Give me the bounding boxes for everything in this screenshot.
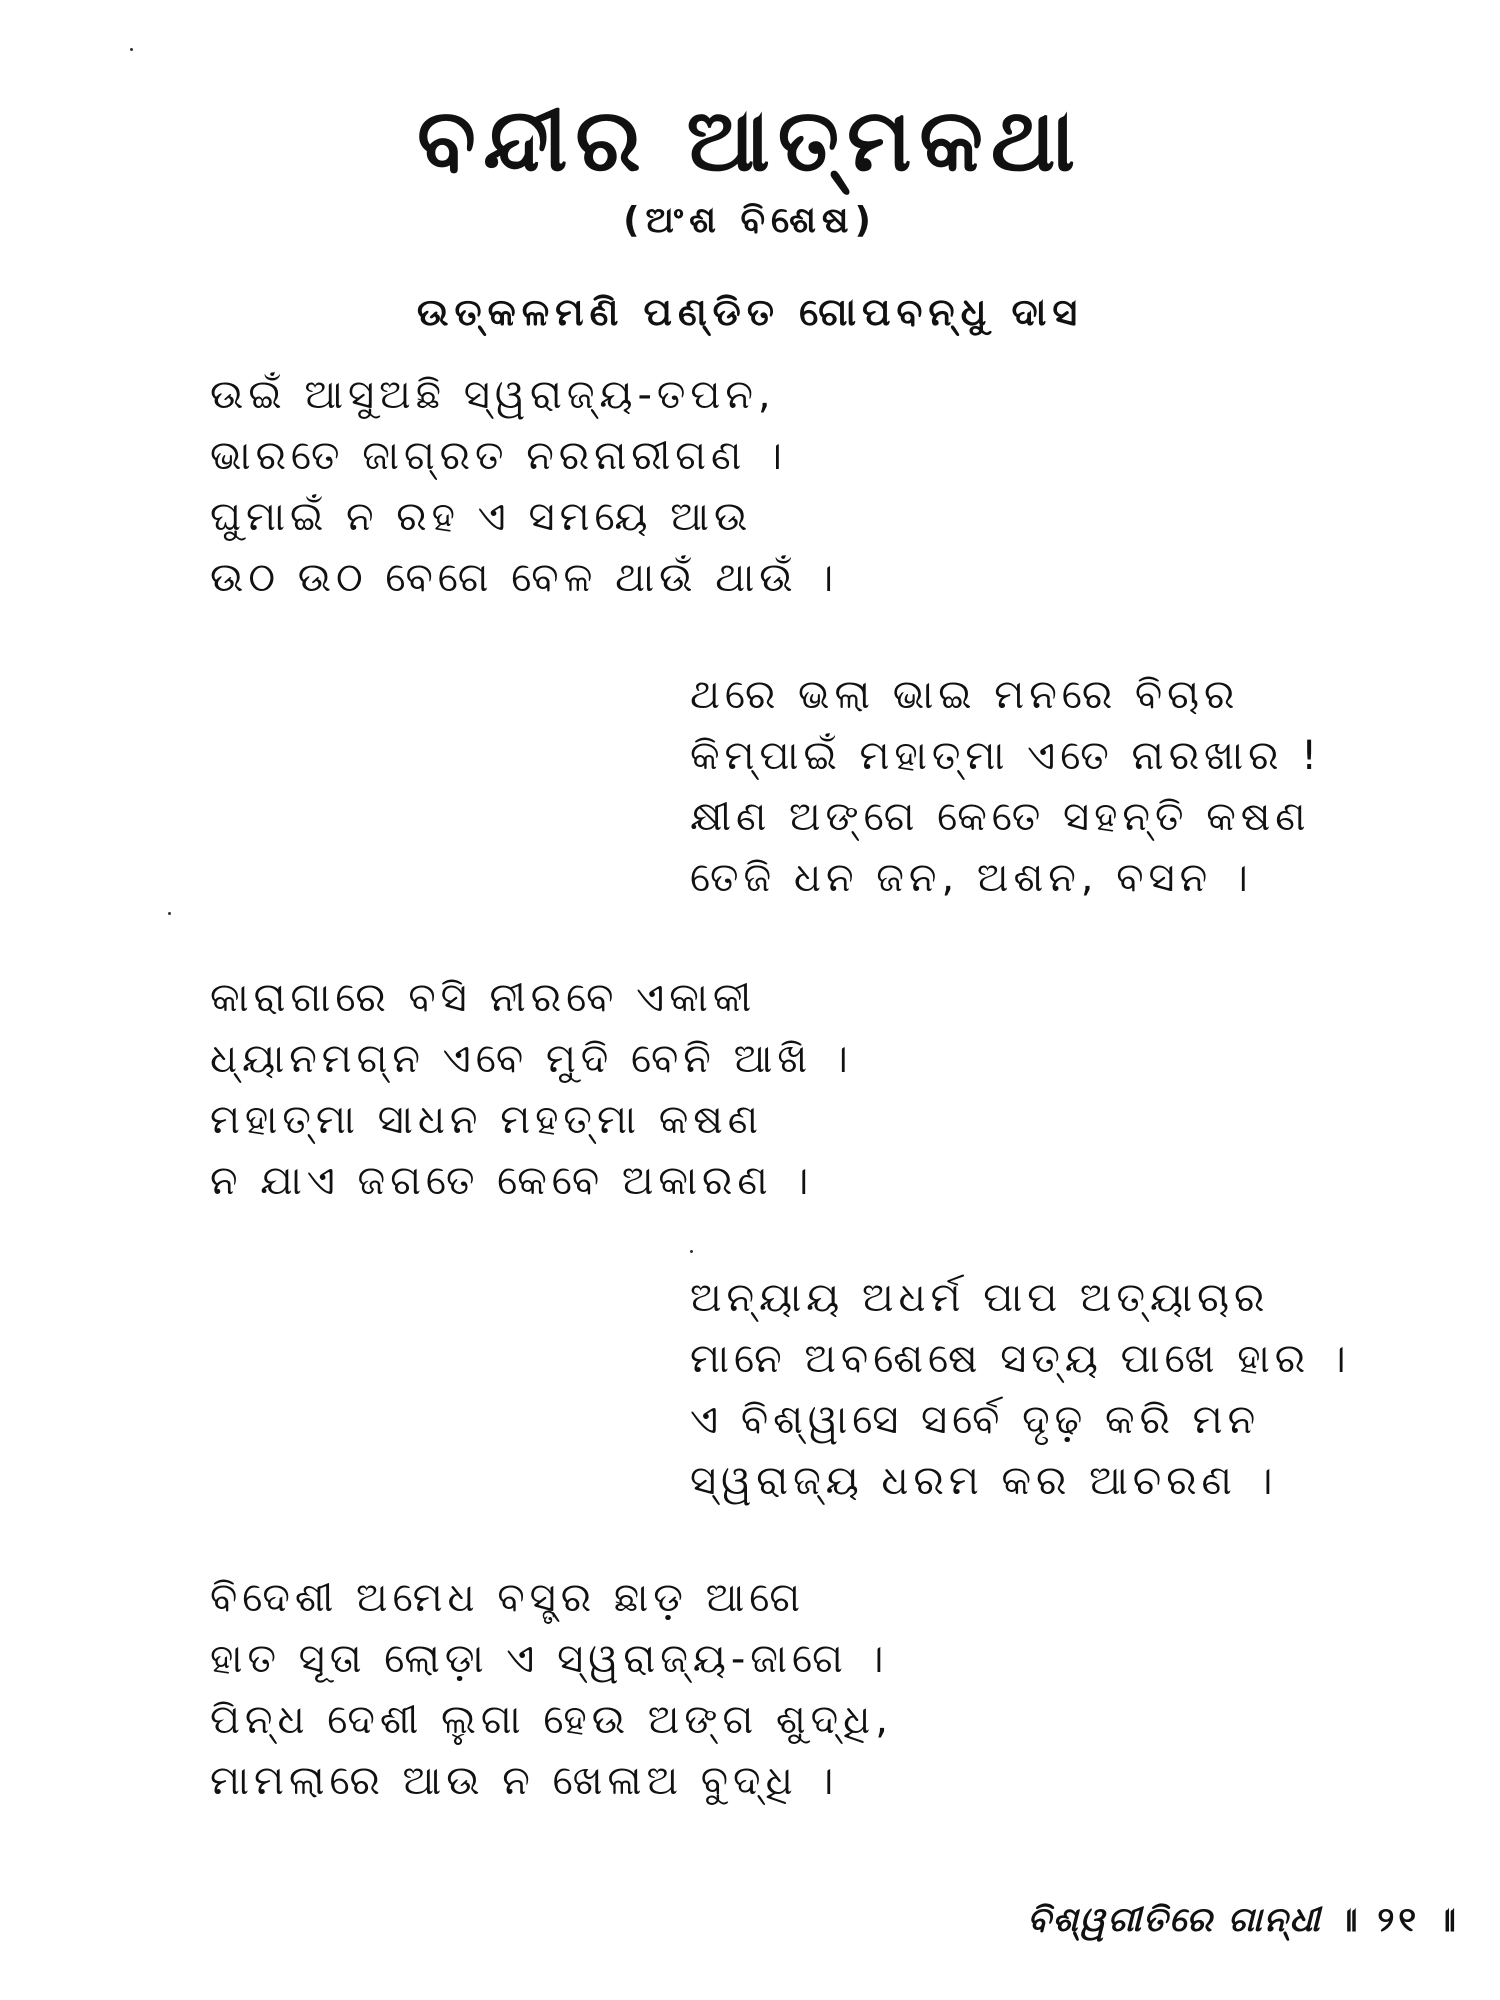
verse-line: ମାନେ ଅବଶେଷେ ସତ୍ୟ ପାଖେ ହାର । (690, 1336, 1351, 1382)
verse-line: ନ ଯାଏ ଜଗତେ କେବେ ଅକାରଣ । (210, 1158, 814, 1204)
verse-line: ଭାରତେ ଜାଗ୍ରତ ନରନାରୀଗଣ । (210, 433, 787, 479)
verse-line: ବିଦେଶୀ ଅମେଧ ବସ୍ତ୍ର ଛାଡ଼ ଆଗେ (210, 1575, 806, 1621)
scan-speck (690, 1250, 693, 1253)
poem-title: ବନ୍ଦୀର ଆତ୍ମକଥା (417, 91, 1083, 191)
verse-line: ତେଜି ଧନ ଜନ, ଅଶନ, ବସନ । (690, 855, 1253, 901)
stanza (210, 968, 853, 1212)
scan-speck (130, 48, 133, 51)
poem-author: ଉତ୍କଳମଣି ପଣ୍ଡିତ ଗୋପବନ୍ଧୁ ଦାସ (416, 290, 1084, 334)
verse-line: ଏ ବିଶ୍ୱାସେ ସର୍ବେ ଦୃଢ଼ କରି ମନ (690, 1397, 1261, 1443)
verse-line: ଉଇଁ ଆସୁଅଛି ସ୍ୱରାଜ୍ୟ-ତପନ, (210, 372, 776, 418)
verse-line: ପିନ୍ଧ ଦେଶୀ ଲୁଗା ହେଉ ଅଙ୍ଗ ଶୁଦ୍ଧି, (210, 1697, 893, 1743)
page-footer (1027, 1900, 1460, 1940)
verse-line: ହାତ ସୂତା ଲୋଡ଼ା ଏ ସ୍ୱରାଜ୍ୟ-ଜାଗେ । (210, 1636, 889, 1682)
verse-line: ମହାତ୍ମା ସାଧନ ମହତ୍ମା କଷଣ (210, 1097, 764, 1143)
stanza (210, 1568, 893, 1812)
poem-subtitle: (ଅଂଶ ବିଶେଷ) (623, 200, 877, 241)
verse-line: କ୍ଷୀଣ ଅଙ୍ଗେ କେତେ ସହନ୍ତି କଷଣ (690, 794, 1311, 840)
verse-line: ଧ୍ୟାନମଗ୍ନ ଏବେ ମୁଦି ବେନି ଆଖି । (210, 1036, 853, 1082)
verse-line: ମାମଲାରେ ଆଉ ନ ଖେଳାଅ ବୁଦ୍ଧି । (210, 1758, 839, 1804)
scan-speck (168, 912, 171, 915)
verse-line: କିମ୍ପାଇଁ ମହାତ୍ମା ଏତେ ନାରଖାର ! (690, 733, 1323, 779)
verse-line: ଅନ୍ୟାୟ ଅଧର୍ମ ପାପ ଅତ୍ୟାଚାର (690, 1275, 1270, 1321)
verse-line: କାରାଗାରେ ବସି ନୀରବେ ଏକାକୀ (210, 975, 757, 1021)
verse-line: ଥରେ ଭଲା ଭାଇ ମନରେ ବିଚାର (690, 672, 1240, 718)
stanza (210, 365, 838, 609)
verse-line: ଉଠ ଉଠ ବେଗେ ବେଳ ଥାଉଁ ଥାଉଁ । (210, 555, 839, 601)
verse-line: ଘୁମାଇଁ ନ ରହ ଏ ସମୟେ ଆଉ (210, 494, 753, 540)
verse-line: ସ୍ୱରାଜ୍ୟ ଧରମ କର ଆଚରଣ । (690, 1458, 1278, 1504)
stanza (690, 665, 1322, 909)
stanza (690, 1268, 1351, 1512)
page-number: ॥ ୨୧ ॥ (1337, 1900, 1460, 1940)
book-series-title: ବିଶ୍ୱଗୀତିରେ ଗାନ୍ଧୀ (1027, 1900, 1322, 1940)
